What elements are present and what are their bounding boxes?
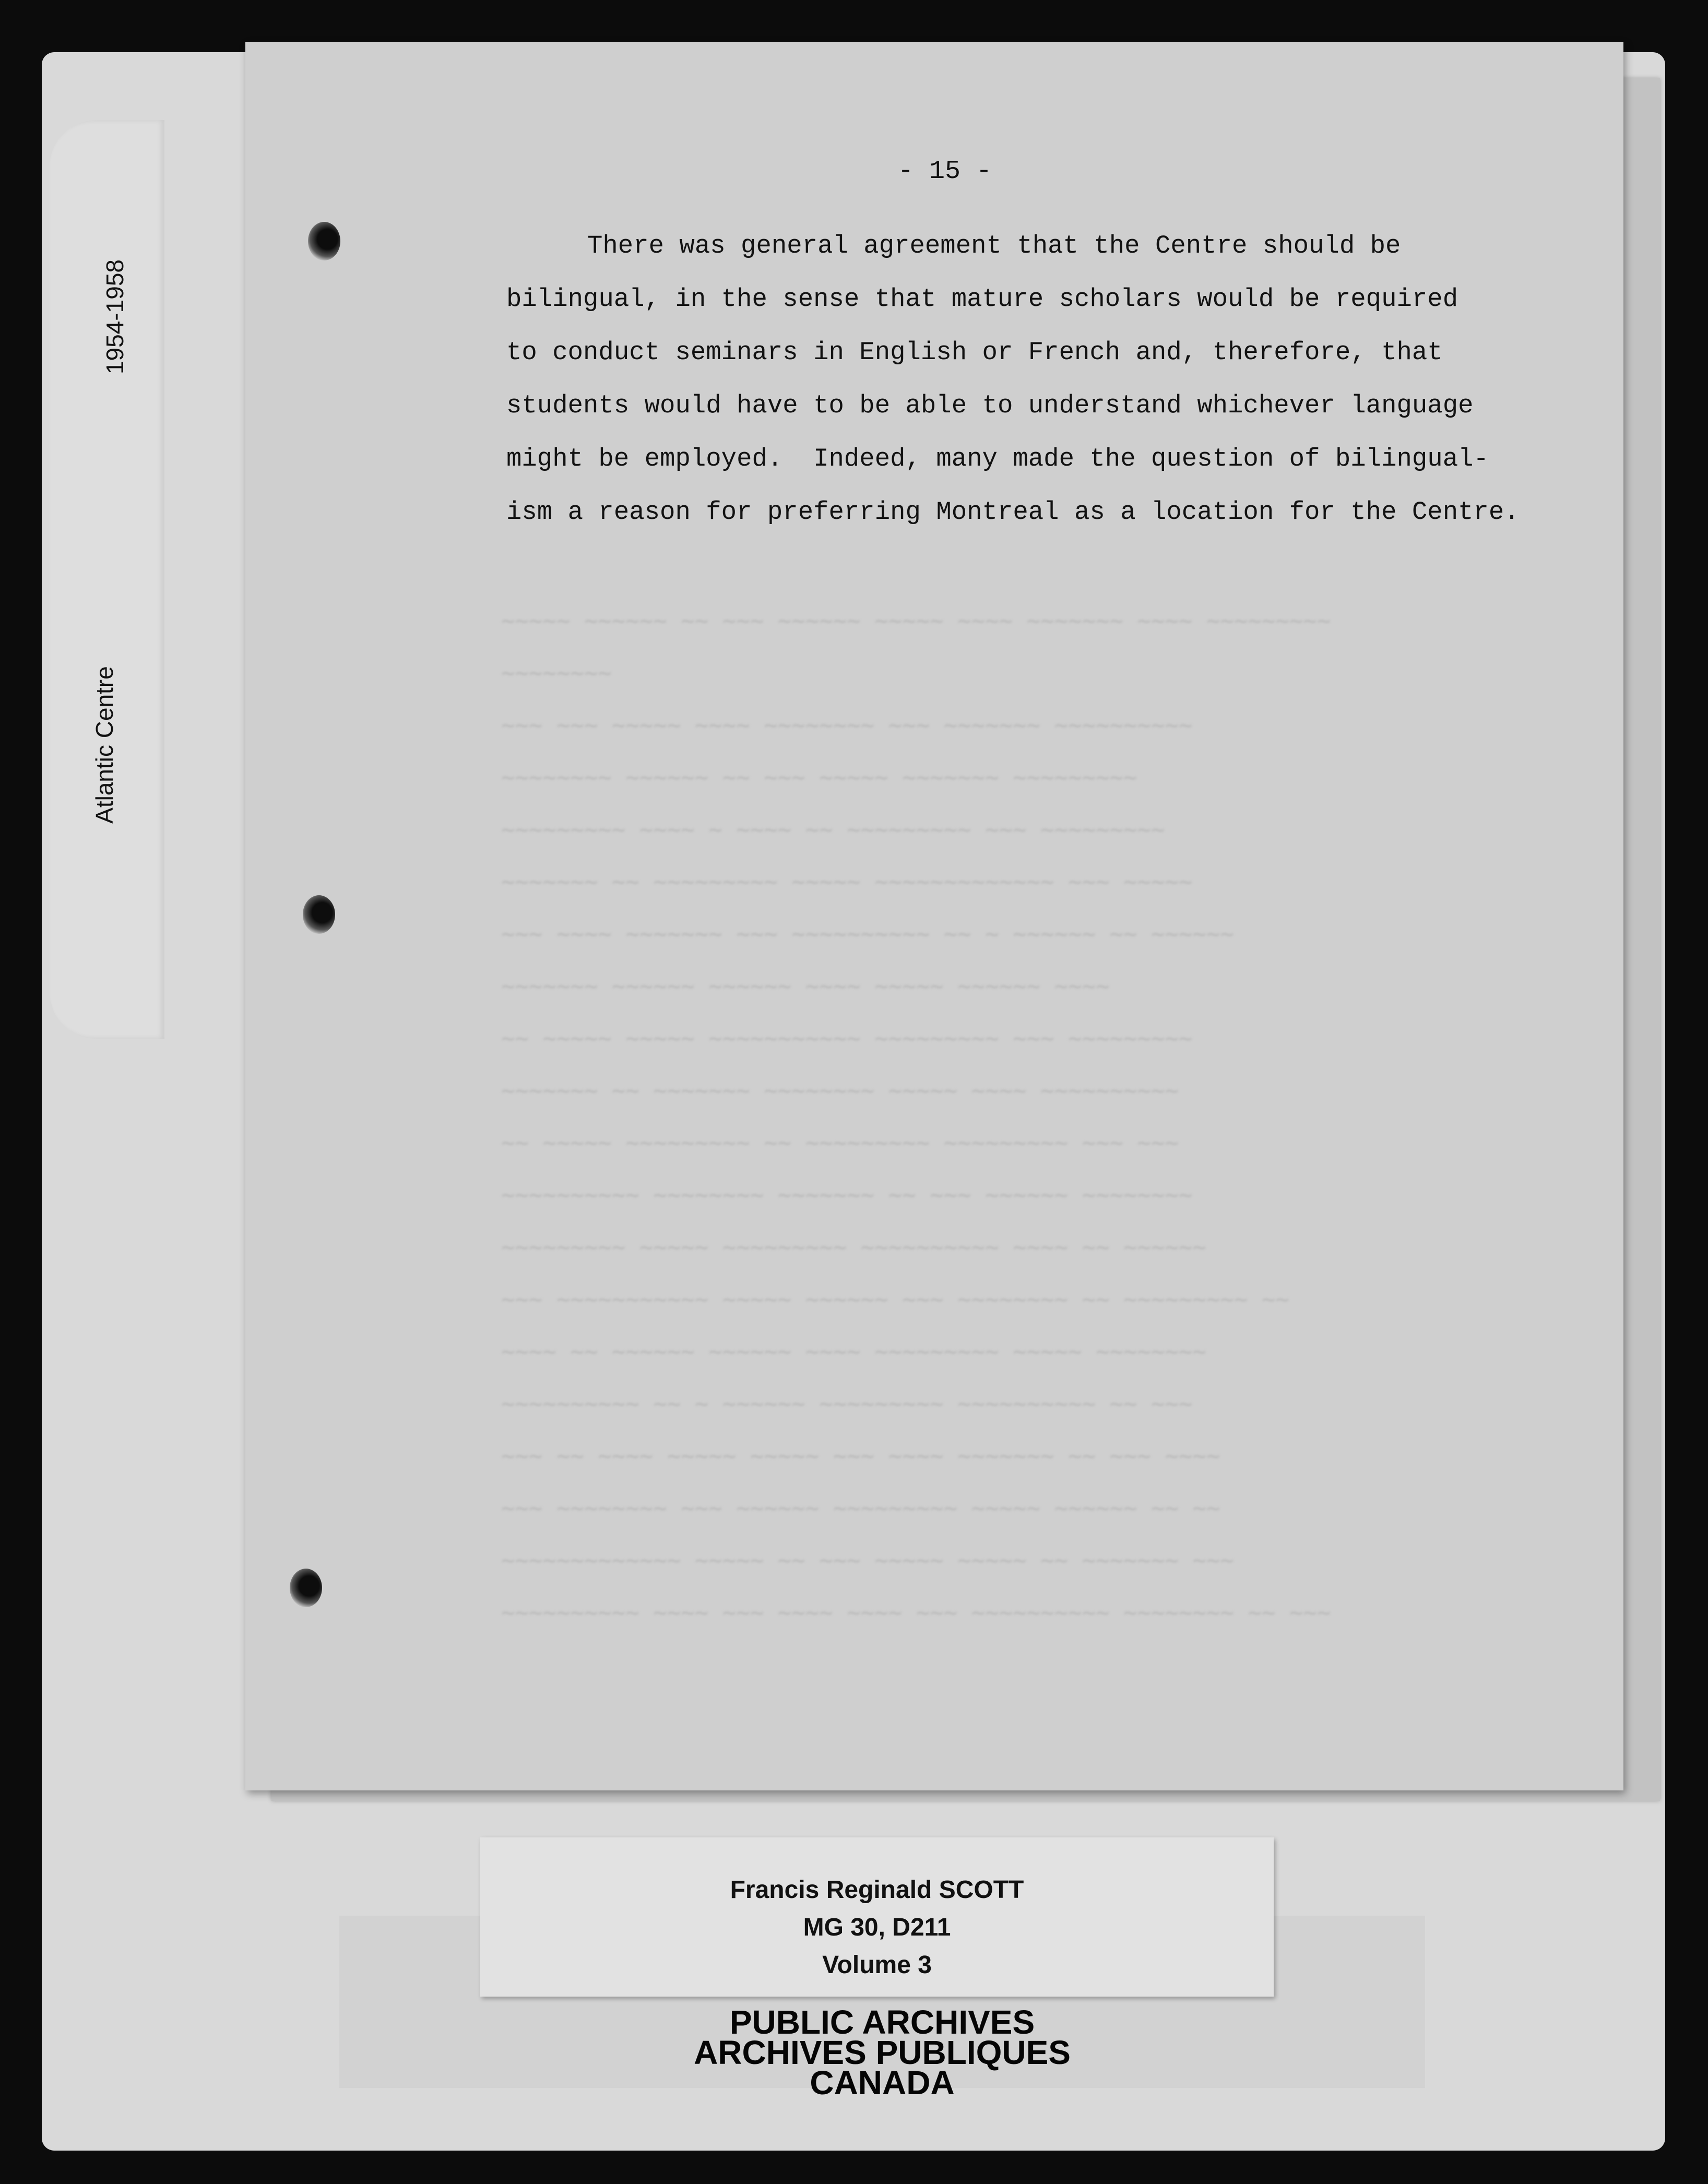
paragraph-line: ism a reason for preferring Montreal as a location for the Centre. xyxy=(506,497,1520,527)
paragraph-line: students would have to be able to understand whichever language xyxy=(506,391,1474,420)
collection-volume: Volume 3 xyxy=(822,1951,932,1979)
tab-subject-label: Atlantic Centre xyxy=(91,666,118,824)
archive-line-country: CANADA xyxy=(810,2064,955,2102)
tab-years-label: 1954-1958 xyxy=(101,259,128,374)
body-paragraph xyxy=(506,219,1520,539)
paragraph-line: might be employed. Indeed, many made the question of bilingual- xyxy=(506,444,1489,473)
paragraph-line: There was general agreement that the Centre should be xyxy=(587,231,1401,260)
archive-stamp xyxy=(339,2003,1425,2102)
collection-reference: MG 30, D211 xyxy=(803,1914,951,1941)
punch-hole-bottom xyxy=(290,1569,322,1607)
paragraph-line: bilingual, in the sense that mature scholars would be required xyxy=(506,284,1458,314)
punch-hole-middle xyxy=(303,895,335,934)
collection-name: Francis Reginald SCOTT xyxy=(730,1876,1024,1904)
page-number: - 15 - xyxy=(898,157,992,186)
collection-label-card xyxy=(480,1837,1274,1997)
bleed-through-text: ~~~~~ ~~~~~~ ~~ ~~~ ~~~~~~ ~~~~~ ~~~~ ~~~~~~~ ~~~~ ~~~~~~~~~ ~~~~~~~~ ~~~ ~~~ ~~~~~ ~~~~ ~~~~~~~~ ~~~ ~~~~~~~ ~~~~~~~~~~ ~~~~~~~~ ~~~~~~ ~~ ~~~ ~~~~~ ~~~~~~~ ~~~~~~~~~ ~~~~~~~~~ ~~~~ ~ ~~~~ ~~ ~~~~~~~~~ ~~~ ~~~~~~~~~ ~~~~~~~ ~~ ~~~~~~~~~ ~~~~~ ~~~~~~~~~~~~~ ~~~ ~~~~~ ~~~ ~~~~ ~~~~~~~ ~~~ ~~~~~~~~~~ ~~ ~ ~~~~~~ ~~ ~~~~~~ ~~~~~~~ ~~~~~~ ~~~~~~ ~~~~ ~~~~~ ~~~~~~ ~~~~ ~~ ~~~~~ ~~~~~ ~~~~~~~~~~~ ~~~~~~~~~ ~~~ ~~~~~~~~~ ~~~~~~~ ~~ ~~~~~~~ ~~~~~~~~ ~~~~~ ~~~~ ~~~~~~~~~~ ~~ ~~~~~ ~~~~~~~~~ ~~ ~~~~~~~~~ ~~~~~~~~~ ~~~ ~~~ ~~~~~~~~~~ ~~~~~~~~ ~~~~~~~ ~~ ~~~ ~~~~~~ ~~~~~~~~ ~~~~~~~~~ ~~~~~ ~~~~~~~~~ ~~~~~~~~~~ ~~~~ ~~ ~~~~~~ ~~~ ~~~~~~~~~~~ ~~~~~ ~~~~~~ ~~~ ~~~~~~~~ ~~ ~~~~~~~~~ ~~ ~~~~ ~~ ~~~~~~ ~~~~~~ ~~~~ ~~~~~~~~~ ~~~~~ ~~~~~~~~ ~~~~~~~~~~ ~~ ~ ~~~~~~ ~~~~~~~~~ ~~~~~~~~~~ ~~ ~~~ ~~~ ~~ ~~~~ ~~~~~ ~~~~~ ~~~ ~~~~ ~~~~~~~ ~~ ~~~ ~~~~ ~~~ ~~~~~~~~ ~~~ ~~~~~~ ~~~~~~~~~ ~~~~~ ~~~~~~ ~~ ~~ ~~~~~~~~~~~~~ ~~~~~ ~~ ~~~ ~~~~~ ~~~~~ ~~ ~~~~~~~ ~~~ ~~~~~~~~~~ ~~~~ ~~~ ~~~~ ~~~~ ~~~ ~~~~~~~~~~ ~~~~~~~~ ~~ ~~~ xyxy=(501,608,1331,1626)
paragraph-line: to conduct seminars in English or French and, therefore, that xyxy=(506,338,1443,367)
archive-line-french: ARCHIVES PUBLIQUES xyxy=(694,2034,1071,2071)
punch-hole-top xyxy=(308,222,340,260)
archive-line-english: PUBLIC ARCHIVES xyxy=(729,2003,1035,2041)
